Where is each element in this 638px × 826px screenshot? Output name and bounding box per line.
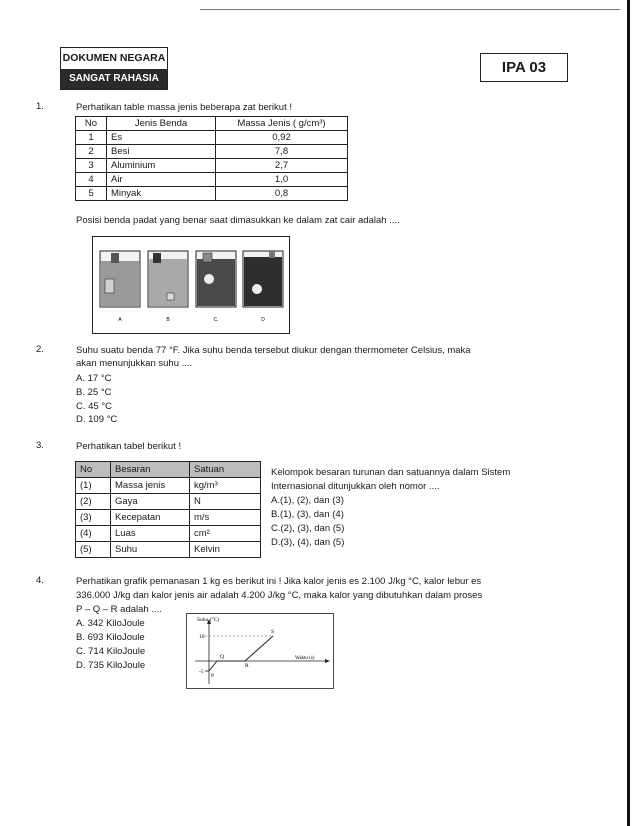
q2-option-a: A. 17 °C [76, 373, 112, 384]
table-cell: Aluminium [107, 159, 216, 173]
table-header: No [76, 462, 111, 478]
page-edge-mark [627, 0, 630, 826]
doc-header-box [60, 47, 168, 90]
q1-text: Perhatikan table massa jenis beberapa zat berikut ! [76, 102, 292, 113]
q1-table [75, 116, 348, 201]
beaker-d [243, 251, 283, 307]
table-cell: kg/m³ [190, 478, 261, 494]
q2-text-line1: Suhu suatu benda 77 °F. Jika suhu benda tersebut diukur dengan thermometer Celsius, maka [76, 345, 471, 356]
table-cell: (4) [76, 526, 111, 542]
heating-curve [209, 636, 273, 671]
table-cell: 7,8 [216, 145, 348, 159]
q2-option-d: D. 109 °C [76, 414, 118, 425]
q3-option-a: A.(1), (2), dan (3) [271, 495, 344, 506]
table-row [76, 494, 261, 510]
q3-prompt-line1: Kelompok besaran turunan dan satuannya dalam Sistem [271, 467, 511, 478]
table-header: Jenis Benda [107, 117, 216, 131]
table-row [76, 187, 348, 201]
graph-ylabel: Suhu (°C) [197, 617, 220, 623]
table-header: No [76, 117, 107, 131]
q3-option-d: D.(3), (4), dan (5) [271, 537, 345, 548]
table-cell: (1) [76, 478, 111, 494]
q3-table [75, 461, 261, 558]
table-cell: 2,7 [216, 159, 348, 173]
table-cell: Kecepatan [111, 510, 190, 526]
q2-option-c: C. 45 °C [76, 401, 113, 412]
table-row [76, 159, 348, 173]
table-header: Massa Jenis ( g/cm³) [216, 117, 348, 131]
beaker-b [148, 251, 188, 307]
table-cell: 0,8 [216, 187, 348, 201]
table-cell: Besi [107, 145, 216, 159]
table-row [76, 478, 261, 494]
table-cell: 3 [76, 159, 107, 173]
top-rule [200, 9, 620, 10]
q4-number: 4. [36, 575, 44, 586]
point-p-label: P [211, 673, 215, 679]
q3-number: 3. [36, 440, 44, 451]
secret-label: SANGAT RAHASIA [61, 69, 167, 89]
table-cell: Suhu [111, 542, 190, 558]
table-header: Besaran [111, 462, 190, 478]
graph-xlabel: Waktu (s) [295, 656, 315, 661]
table-row [76, 526, 261, 542]
table-row [76, 131, 348, 145]
beaker-label-c: C. [213, 317, 219, 323]
q1-number: 1. [36, 101, 44, 112]
beaker-label-b: B [166, 317, 170, 323]
q2-option-b: B. 25 °C [76, 387, 112, 398]
q4-text-line1: Perhatikan grafik pemanasan 1 kg es berikut ini ! Jika kalor jenis es 2.100 J/kg °C, kalor lebur es [76, 576, 482, 587]
q4-option-a: A. 342 KiloJoule [76, 618, 145, 629]
q2-text-line2: akan menunjukkan suhu .... [76, 358, 193, 369]
table-cell: (3) [76, 510, 111, 526]
table-header-row [76, 117, 348, 131]
subject-code: IPA 03 [480, 53, 568, 82]
table-cell: N [190, 494, 261, 510]
beaker-c [196, 251, 236, 307]
q3-option-c: C.(2), (3), dan (5) [271, 523, 345, 534]
table-header-row [76, 462, 261, 478]
point-q-label: Q [220, 654, 224, 660]
beaker-label-a: A [118, 317, 122, 323]
table-row [76, 173, 348, 187]
table-cell: 5 [76, 187, 107, 201]
graph-tick-neg5: -5 [199, 669, 204, 675]
table-cell: Luas [111, 526, 190, 542]
q3-text: Perhatikan tabel berikut ! [76, 441, 182, 452]
beakers-figure [92, 236, 290, 334]
table-cell: m/s [190, 510, 261, 526]
table-cell: (5) [76, 542, 111, 558]
q4-option-d: D. 735 KiloJoule [76, 660, 146, 671]
q1-question: Posisi benda padat yang benar saat dimasukkan ke dalam zat cair adalah .... [76, 215, 400, 226]
q4-option-b: B. 693 KiloJoule [76, 632, 145, 643]
table-row [76, 145, 348, 159]
table-cell: 1,0 [216, 173, 348, 187]
x-axis-arrow-icon [325, 659, 330, 663]
table-cell: 1 [76, 131, 107, 145]
heating-graph [186, 613, 334, 689]
table-header: Satuan [190, 462, 261, 478]
table-cell: Air [107, 173, 216, 187]
q3-prompt-line2: Internasional ditunjukkan oleh nomor .... [271, 481, 440, 492]
table-row [76, 510, 261, 526]
table-cell: cm² [190, 526, 261, 542]
q2-number: 2. [36, 344, 44, 355]
point-r-label: R [245, 663, 249, 669]
heating-graph-svg [187, 614, 333, 688]
table-cell: 2 [76, 145, 107, 159]
q3-option-b: B.(1), (3), dan (4) [271, 509, 344, 520]
table-row [76, 542, 261, 558]
beaker-a [100, 251, 140, 307]
table-cell: 0,92 [216, 131, 348, 145]
table-cell: Minyak [107, 187, 216, 201]
beakers-illustration [93, 237, 289, 333]
q4-text-line3: P – Q – R adalah .... [76, 604, 162, 615]
table-cell: (2) [76, 494, 111, 510]
table-cell: 4 [76, 173, 107, 187]
table-cell: Es [107, 131, 216, 145]
table-cell: Kelvin [190, 542, 261, 558]
table-cell: Massa jenis [111, 478, 190, 494]
graph-tick-10: 10 [199, 634, 205, 640]
doc-label: DOKUMEN NEGARA [62, 52, 166, 64]
q4-text-line2: 336.000 J/kg dan kalor jenis air adalah 4.200 J/kg °C, maka kalor yang dibutuhkan dalam proses [76, 590, 483, 601]
q4-option-c: C. 714 KiloJoule [76, 646, 146, 657]
point-s-label: S [271, 629, 275, 635]
table-cell: Gaya [111, 494, 190, 510]
beaker-label-d: D [261, 317, 265, 323]
